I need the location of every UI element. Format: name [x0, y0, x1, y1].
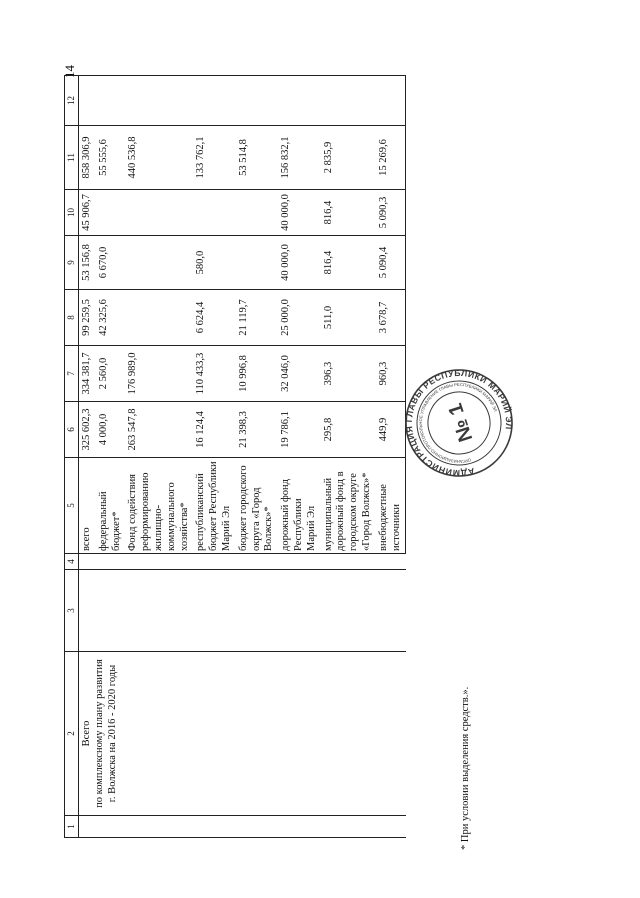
seal-stamp: [404, 368, 514, 478]
funding-source-line: муниципальный: [322, 477, 334, 551]
amount-cell: 176 989,0: [125, 346, 193, 402]
col1-cell: [79, 816, 406, 838]
funding-source-line: федеральный: [97, 491, 109, 551]
table-row: [79, 76, 96, 838]
amount-cell: 5 090,3: [376, 190, 406, 236]
amount-cell: 21 398,3: [236, 402, 278, 458]
funding-source-line: «Город Волжск»*: [360, 472, 372, 551]
amount-cell: 3 678,7: [376, 290, 406, 346]
program-title-cell: [79, 652, 406, 816]
col4-cell: [79, 554, 406, 570]
funding-source-line: Марий Эл: [220, 505, 232, 551]
page-number: 14: [62, 65, 77, 78]
funding-source-line: коммунального: [165, 482, 177, 551]
amount-cell: 440 536,8: [125, 126, 193, 190]
amount-cell: 21 119,7: [236, 290, 278, 346]
funding-source-cell: [193, 458, 235, 554]
amount-cell: 55 555,6: [96, 126, 126, 190]
program-title-line: по комплексному плану развития: [93, 659, 105, 808]
amount-cell: 263 547,8: [125, 402, 193, 458]
column-number: 6: [65, 402, 79, 458]
amount-cell: 15 269,6: [376, 126, 406, 190]
amount-cell: [193, 190, 235, 236]
amount-cell: [96, 190, 126, 236]
funding-source-cell: [96, 458, 126, 554]
funding-source-line: бюджет городского: [237, 465, 249, 551]
funding-source-line: округа «Город: [250, 487, 262, 551]
funding-source-line: жилищно-: [152, 504, 164, 551]
column-number: 10: [65, 190, 79, 236]
funding-source-cell: [236, 458, 278, 554]
amount-cell: 816,4: [321, 236, 376, 290]
amount-cell: 40 000,0: [278, 236, 320, 290]
stamp-inner-text-path: ОРГАНИЗАЦИОННО-ПРОТОКОЛЬНОЕ УПРАВЛЕНИЕ ГЛАВЫ РЕСПУБЛИКИ МАРИЙ ЭЛ: [417, 381, 499, 465]
funding-source-line: городском округе: [348, 473, 360, 551]
column-number: 3: [65, 570, 79, 652]
funding-source-line: Фонд содействия: [127, 473, 139, 551]
amount-cell: 816,4: [321, 190, 376, 236]
amount-cell: 325 602,3: [79, 402, 96, 458]
col12-cell: [193, 76, 235, 126]
amount-cell: [236, 190, 278, 236]
amount-cell: 858 306,9: [79, 126, 96, 190]
amount-cell: [125, 236, 193, 290]
funding-source-line: дорожный фонд в: [335, 471, 347, 551]
funding-source-line: внебюджетные: [377, 484, 389, 551]
funding-source-cell: [321, 458, 376, 554]
col12-cell: [96, 76, 126, 126]
amount-cell: 5 090,4: [376, 236, 406, 290]
budget-table: [64, 75, 406, 838]
amount-cell: 6 624,4: [193, 290, 235, 346]
col12-cell: [79, 76, 96, 126]
amount-cell: 2 560,0: [96, 346, 126, 402]
amount-cell: 45 906,7: [79, 190, 96, 236]
column-number: 11: [65, 126, 79, 190]
funding-source-line: Волжск»*: [263, 506, 275, 551]
amount-cell: 42 325,6: [96, 290, 126, 346]
amount-cell: 53 514,8: [236, 126, 278, 190]
amount-cell: 19 786,1: [278, 402, 320, 458]
amount-cell: 99 259,5: [79, 290, 96, 346]
column-number: 7: [65, 346, 79, 402]
stamp-artwork: [404, 368, 514, 478]
amount-cell: 53 156,8: [79, 236, 96, 290]
amount-cell: 40 000,0: [278, 190, 320, 236]
amount-cell: 4 000,0: [96, 402, 126, 458]
column-numbers-row: [65, 76, 79, 838]
amount-cell: 10 996,8: [236, 346, 278, 402]
column-number: 12: [65, 76, 79, 126]
amount-cell: 156 832,1: [278, 126, 320, 190]
col12-cell: [236, 76, 278, 126]
column-number: 1: [65, 816, 79, 838]
col12-cell: [278, 76, 320, 126]
stamp-number: № 1: [444, 400, 478, 445]
column-number: 9: [65, 236, 79, 290]
funding-source-line: бюджет*: [110, 511, 122, 551]
funding-source-line: республиканский: [195, 473, 207, 551]
amount-cell: 334 381,7: [79, 346, 96, 402]
column-number: 5: [65, 458, 79, 554]
funding-source-line: Марий Эл: [305, 505, 317, 551]
budget-table-body: [79, 76, 406, 838]
amount-cell: 396,3: [321, 346, 376, 402]
amount-cell: 6 670,0: [96, 236, 126, 290]
funding-source-line: Республики: [292, 498, 304, 551]
amount-cell: [125, 290, 193, 346]
amount-cell: 511,0: [321, 290, 376, 346]
col3-cell: [79, 570, 406, 652]
column-number: 2: [65, 652, 79, 816]
amount-cell: [125, 190, 193, 236]
program-title-line: Всего: [81, 720, 92, 747]
col12-cell: [321, 76, 376, 126]
amount-cell: 16 124,4: [193, 402, 235, 458]
funding-source-line: хозяйства*: [178, 502, 190, 551]
funding-source-cell: [278, 458, 320, 554]
amount-cell: 960,3: [376, 346, 406, 402]
funding-source-line: бюджет Республики: [208, 461, 220, 551]
funding-source-cell: [376, 458, 406, 554]
amount-cell: 25 000,0: [278, 290, 320, 346]
stamp-outer-text-path: АДМИНИСТРАЦИЯ ГЛАВЫ РЕСПУБЛИКИ МАРИЙ ЭЛ: [404, 368, 514, 478]
funding-source-line: источники: [390, 504, 402, 551]
funding-source-line: реформированию: [140, 472, 152, 551]
funding-source-line: всего: [81, 527, 92, 551]
column-number: 8: [65, 290, 79, 346]
amount-cell: 32 046,0: [278, 346, 320, 402]
column-number: 4: [65, 554, 79, 570]
funding-source-cell: [79, 458, 96, 554]
funding-source-cell: [125, 458, 193, 554]
footnote: * При условии выделения средств.».: [460, 686, 471, 850]
amount-cell: 133 762,1: [193, 126, 235, 190]
amount-cell: 580,0: [193, 236, 235, 290]
funding-source-line: дорожный фонд: [280, 478, 292, 551]
col12-cell: [125, 76, 193, 126]
amount-cell: 110 433,3: [193, 346, 235, 402]
amount-cell: 295,8: [321, 402, 376, 458]
col12-cell: [376, 76, 406, 126]
program-title-line: г. Волжска на 2016 - 2020 годы: [106, 664, 118, 803]
amount-cell: 449,9: [376, 402, 406, 458]
amount-cell: [236, 236, 278, 290]
amount-cell: 2 835,9: [321, 126, 376, 190]
